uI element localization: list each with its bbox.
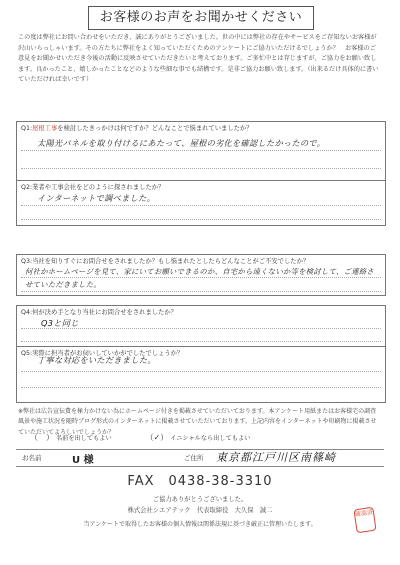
thanks-text: ご協力ありがとうございました。 (152, 496, 248, 503)
question-box-q3 (16, 254, 386, 296)
answer-q1: 太陽光パネルを取り付けるにあたって、屋根の劣化を確認したかったので。 (37, 138, 326, 148)
question-label: Q1: (21, 125, 33, 132)
question-label: Q5: (21, 350, 33, 357)
checkbox-name-ok[interactable]: （ ） (30, 433, 54, 442)
answer-line (21, 341, 381, 342)
answer-q4: Q3と同じ (41, 318, 79, 328)
confirmation-stamp: 確認済 (353, 507, 376, 534)
name-label: お名前 (22, 454, 42, 462)
answer-line (21, 168, 381, 169)
address-value: 東京都江戸川区南篠崎 (216, 451, 336, 464)
answer-q5: 丁寧な対応をいただきました。 (37, 355, 156, 365)
question-box-q4 (16, 305, 386, 347)
answer-line (21, 205, 381, 206)
answer-line (21, 219, 381, 220)
question-text: 実際に担当者がお伺いしていかがでしたでしょうか？ (32, 350, 184, 357)
address-label: ご住所 (184, 454, 204, 462)
answer-line (21, 371, 381, 372)
choice-name-ok-label: 名前を出してもよい (55, 435, 112, 442)
page-title: お客様のお声をお聞かせください (88, 6, 314, 30)
publish-choices (30, 432, 370, 443)
question-q2 (21, 182, 164, 191)
name-value: U 様 (72, 455, 94, 466)
company-line: 株式会社シエアテック 代表取締役 大久保 誠二 (127, 507, 273, 514)
answer-line (21, 387, 381, 388)
question-text: 業者や工事会社をどのように探されましたか？ (32, 184, 165, 191)
question-text: 当社を知りすぐにお問合せをされましたか？もし悩まれたとしたらどんなことがご不安でしたか？ (32, 258, 310, 265)
answer-line (21, 291, 381, 292)
answer-line (21, 150, 381, 151)
question-label: Q3: (21, 258, 33, 265)
question-box-q5 (16, 346, 386, 403)
question-label: Q4: (21, 309, 33, 316)
question-box-q2 (16, 180, 386, 226)
question-q1 (21, 123, 252, 132)
privacy-note: 当アンケートで取得したお客様の個人情報は関係法規に基づき厳正に管理いたします。 (83, 521, 317, 528)
question-box-q1 (16, 121, 386, 181)
question-text: を検討したきっかけは何ですか？どんなことで悩まれていましたか？ (57, 125, 253, 132)
question-q3 (21, 256, 309, 265)
question-q4 (21, 307, 177, 316)
answer-q3: 何社かホームページを見て、家にいてお願いできるのか、自宅から遠くないか等を検討して、ご連絡させていただきました。 (25, 267, 375, 289)
question-highlight: 屋根工事 (32, 125, 58, 132)
signature-row (16, 449, 384, 467)
checkbox-initial-ok[interactable]: （✓） (145, 433, 169, 442)
question-text: 何が決め手となり当社にお問合せをされましたか？ (32, 309, 177, 316)
usage-notes: ※弊社は広告宣伝費を極力かけない為にホームページ付きを掲載させていただいております。本アンケート用紙またはお客様宅の調査風景や施工状況を随時ブログ形式のインターネットに掲載させていただいております。上記内容をインターネットや印刷物に掲載させていただいてよろしいでしょうか？ (18, 408, 377, 436)
choice-initial-ok-label: イニシャルなら出してもよい (170, 435, 251, 442)
intro-text: この度は弊社にお問い合わせをいただき、誠にありがとうございました。世の中には弊社の存在やサービスをご存知ないお客様が沢山いらっしゃいます。その方たちに弊社をよく知っていただくためのアンケートにご協力いただけるでしょうか？ お客様のご意見をお聞かせいただき今後の活動に反映させていただきたいと考えております。ご多忙中とは存じますが、ご協力をお願い致します。良かったこと、嬉しかったことなどのような些細な事でも結構です。是非ご協力お願い致します。（出来るだけ具体的に書いていただければ幸いです） (18, 34, 379, 83)
fax-number: FAX 0438-38-3310 (127, 474, 273, 489)
answer-q2: インターネットで調べました。 (37, 193, 156, 203)
question-label: Q2: (21, 184, 33, 191)
